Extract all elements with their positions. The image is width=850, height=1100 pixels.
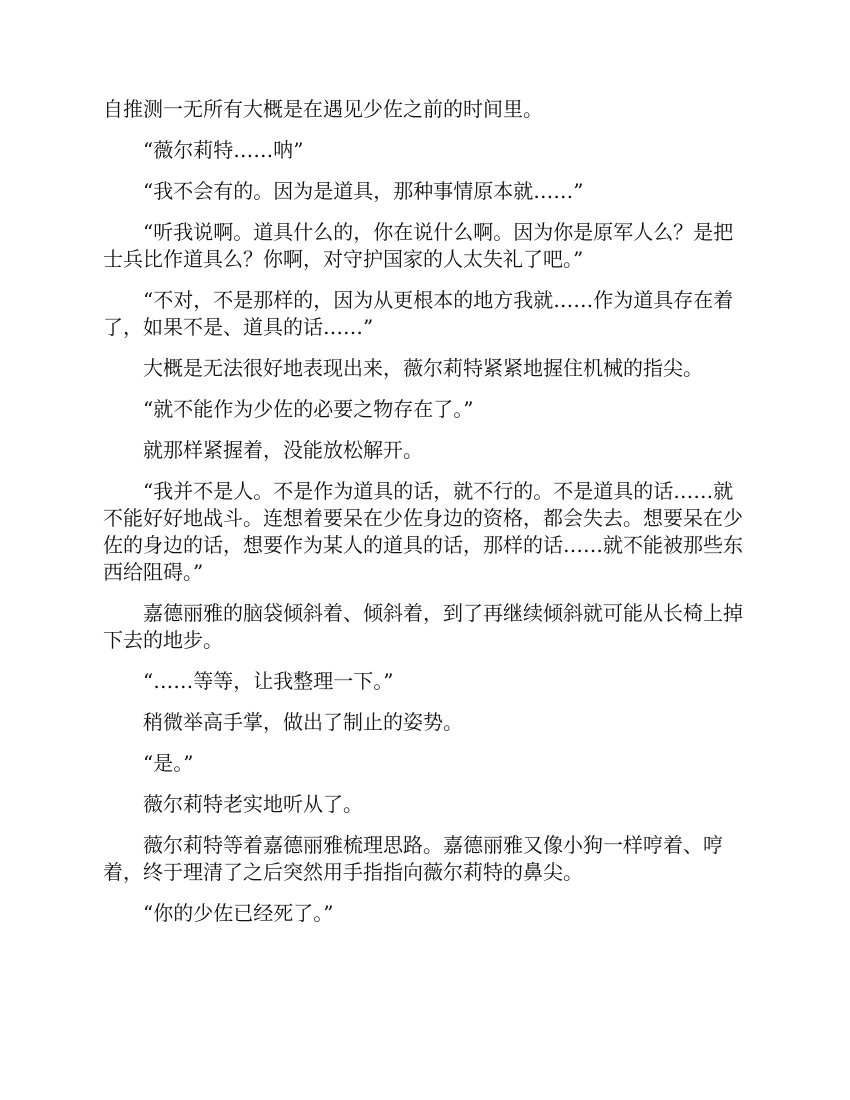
paragraph: 稍微举高手掌，做出了制止的姿势。	[143, 710, 463, 734]
paragraph: “你的少佐已经死了。”	[143, 901, 334, 925]
paragraph: “不对，不是那样的，因为从更根本的地方我就……作为道具存在着了，如果不是、道具的话……”	[103, 288, 734, 339]
paragraph: “是。”	[143, 751, 194, 775]
paragraph: “薇尔莉特……呐”	[143, 138, 304, 162]
paragraph: 自推测一无所有大概是在遇见少佐之前的时间里。	[103, 97, 543, 121]
paragraph: 薇尔莉特等着嘉德丽雅梳理思路。嘉德丽雅又像小狗一样哼着、哼着，终于理清了之后突然用手指指向薇尔莉特的鼻尖。	[103, 833, 723, 884]
paragraph: 大概是无法很好地表现出来，薇尔莉特紧紧地握住机械的指尖。	[143, 356, 703, 380]
paragraph: “就不能作为少佐的必要之物存在了。”	[143, 397, 474, 421]
text-body	[103, 96, 753, 941]
paragraph: “……等等，让我整理一下。”	[143, 669, 394, 693]
paragraph: “听我说啊。道具什么的，你在说什么啊。因为你是原军人么？是把士兵比作道具么？你啊，对守护国家的人太失礼了吧。”	[103, 220, 734, 271]
paragraph: “我不会有的。因为是道具，那种事情原本就……”	[143, 179, 584, 203]
paragraph: “我并不是人。不是作为道具的话，就不行的。不是道具的话……就不能好好地战斗。连想着要呆在少佐身边的资格，都会失去。想要呆在少佐的身边的话，想要作为某人的道具的话，那样的话……就不能被那些东西给阻碍。”	[103, 479, 743, 584]
paragraph: 嘉德丽雅的脑袋倾斜着、倾斜着，到了再继续倾斜就可能从长椅上掉下去的地步。	[103, 601, 743, 652]
paragraph: 就那样紧握着，没能放松解开。	[143, 438, 423, 462]
paragraph: 薇尔莉特老实地听从了。	[143, 792, 363, 816]
